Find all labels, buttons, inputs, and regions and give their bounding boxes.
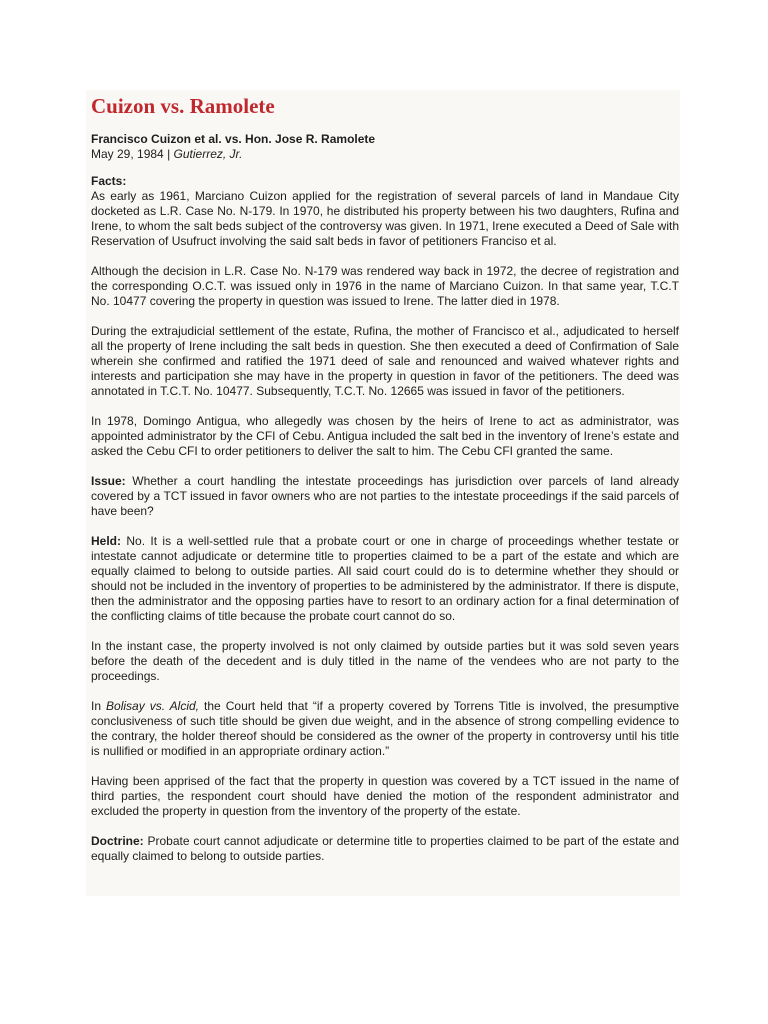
- document-content: [91, 90, 679, 879]
- held-label: Held:: [91, 534, 121, 548]
- held-paragraph: [91, 534, 679, 624]
- facts-paragraph: In 1978, Domingo Antigua, who allegedly was chosen by the heirs of Irene to act as administrator, was appointed administrator by the CFI of Cebu. Antigua included the salt bed in the inventory of Irene’s estate and asked the Cebu CFI to order petitioners to deliver the salt to him. The Cebu CFI granted the same.: [91, 414, 679, 458]
- instant-case-paragraph: In the instant case, the property involved is not only claimed by outside parties but it was sold seven years before the death of the decedent and is duly titled in the name of the vendees who are not party to the proceedings.: [91, 639, 679, 683]
- held-text: No. It is a well-settled rule that a probate court or one in charge of proceedings whether testate or intestate cannot adjudicate or determine title to properties claimed to be a part of the estate and which are equally claimed to belong to outside parties. All said court could do is to determine whether they should or should not be included in the inventory of properties to be administered by the administrator. If there is dispute, then the administrator and the opposing parties have to resort to an ordinary action for a final determination of the conflicting claims of title because the probate court cannot do so.: [91, 534, 679, 623]
- issue-paragraph: [91, 474, 679, 519]
- doctrine-label: Doctrine:: [91, 834, 144, 848]
- issue-text: Whether a court handling the intestate proceedings has jurisdiction over parcels of land already covered by a TCT issued in favor owners who are not parties to the intestate proceedings if the said parcels of have been?: [91, 474, 679, 518]
- facts-heading: Facts:: [91, 174, 127, 188]
- bolisay-prefix: In: [91, 699, 107, 713]
- case-title: Cuizon vs. Ramolete: [91, 94, 275, 118]
- doctrine-text: Probate court cannot adjudicate or determine title to properties claimed to be part of the estate and equally claimed to belong to outside parties.: [91, 834, 679, 863]
- case-date: May 29, 1984: [91, 147, 164, 161]
- facts-paragraph: During the extrajudicial settlement of the estate, Rufina, the mother of Francisco et al., adjudicated to herself all the property of Irene including the salt beds in question. She then executed a deed of Confirmation of Sale wherein she confirmed and ratified the 1971 deed of sale and renounced and waived whatever rights and interests and participation she may have in the property in question in favor of the petitioners. The deed was annotated in T.C.T. No. 10477. Subsequently, T.C.T. No. 12665 was issued in favor of the petitioners.: [91, 324, 679, 398]
- bolisay-text: the Court held that “if a property covered by Torrens Title is involved, the presumptive conclusiveness of such title should be given due weight, and in the absence of strong compelling evidence to the contrary, the holder thereof should be considered as the owner of the property in controversy until his title is nullified or modified in an appropriate ordinary action.”: [91, 699, 679, 758]
- bolisay-paragraph: [91, 699, 679, 759]
- document-page: [86, 90, 680, 896]
- case-parties: Francisco Cuizon et al. vs. Hon. Jose R. Ramolete: [91, 132, 376, 146]
- case-ponente: Gutierrez, Jr.: [173, 147, 243, 161]
- meta-separator: |: [167, 147, 171, 161]
- apprised-paragraph: Having been apprised of the fact that the property in question was covered by a TCT issued in the name of third parties, the respondent court should have denied the motion of the respondent administrator and excluded the property in question from the inventory of the property of the estate.: [91, 774, 679, 818]
- facts-paragraph: As early as 1961, Marciano Cuizon applied for the registration of several parcels of land in Mandaue City docketed as L.R. Case No. N-179. In 1970, he distributed his property between his two daughters, Rufina and Irene, to whom the salt beds subject of the controversy was given. In 1971, Irene executed a Deed of Sale with Reservation of Usufruct involving the said salt beds in favor of petitioners Franciso et al.: [91, 189, 679, 248]
- doctrine-paragraph: [91, 834, 679, 864]
- case-meta: [91, 147, 679, 162]
- issue-label: Issue:: [91, 474, 126, 488]
- bolisay-case-name: Bolisay vs. Alcid,: [106, 699, 199, 713]
- facts-paragraph: Although the decision in L.R. Case No. N-179 was rendered way back in 1972, the decree of registration and the corresponding O.C.T. was issued only in 1976 in the name of Marciano Cuizon. In that same year, T.C.T No. 10477 covering the property in question was issued to Irene. The latter died in 1978.: [91, 264, 679, 308]
